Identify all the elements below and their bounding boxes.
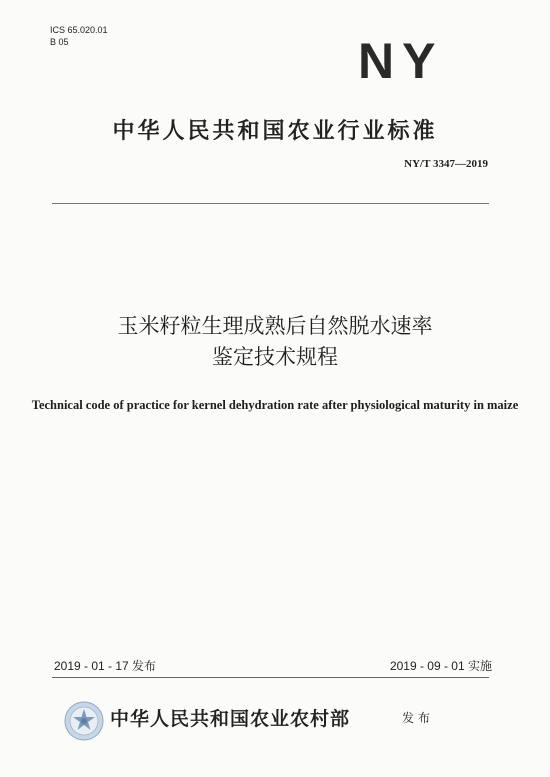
ny-logo: NY	[358, 33, 444, 89]
header-divider	[52, 203, 489, 204]
implementation-date: 2019 - 09 - 01 实施	[389, 659, 492, 673]
ccs-code: B 05	[50, 37, 69, 47]
ministry-emblem-icon	[63, 700, 105, 742]
standard-type-title: 中华人民共和国农业行业标准	[112, 119, 438, 144]
chinese-title-line2: 鉴定技术规程	[212, 345, 338, 369]
issuing-authority: 中华人民共和国农业农村部	[110, 708, 351, 730]
standard-number: NY/T 3347—2019	[404, 158, 488, 170]
footer-divider	[52, 677, 489, 678]
ics-code: ICS 65.020.01	[50, 25, 108, 35]
issue-date: 2019 - 01 - 17 发布	[54, 659, 157, 673]
issue-suffix: 发布	[402, 711, 435, 725]
chinese-title	[0, 311, 550, 373]
classification-codes	[50, 24, 108, 48]
english-title: Technical code of practice for kernel dehydration rate after physiological maturity in maize	[31, 398, 519, 412]
chinese-title-line1: 玉米籽粒生理成熟后自然脱水速率	[117, 314, 433, 338]
